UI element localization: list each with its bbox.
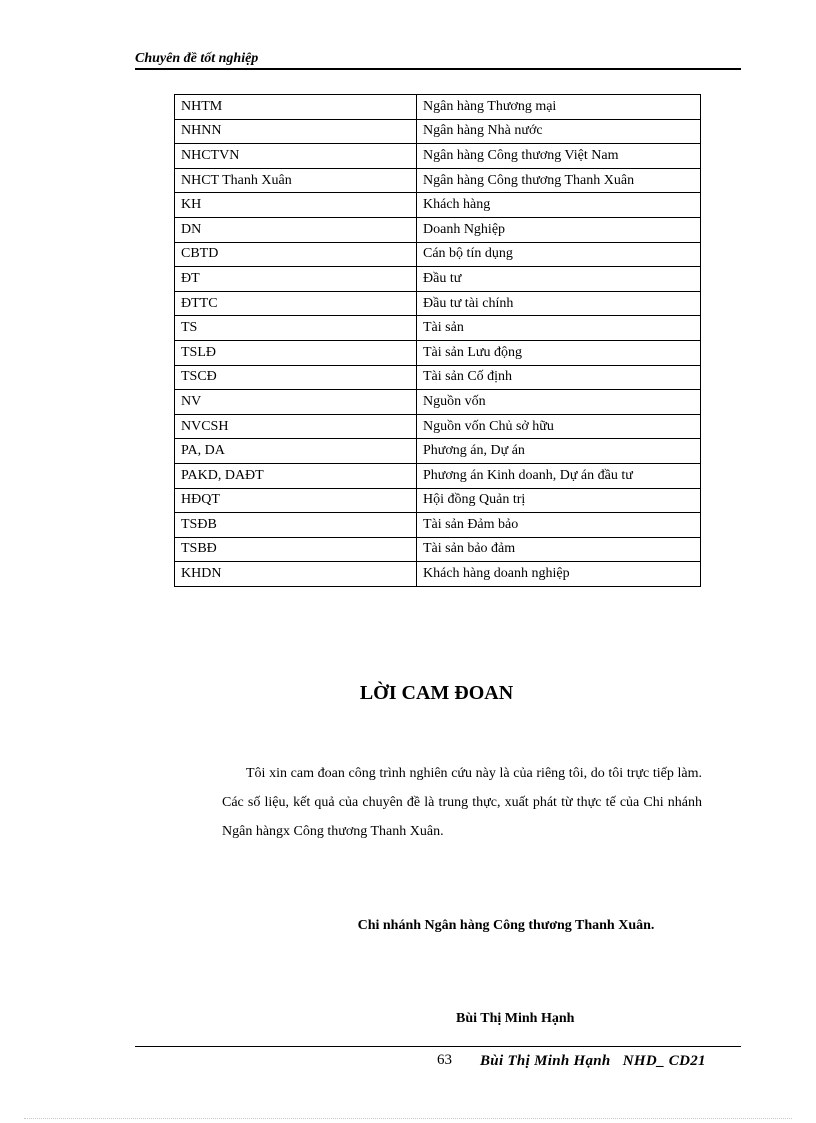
abbreviation-cell: NV: [175, 390, 417, 415]
table-row: [175, 95, 701, 120]
abbreviation-cell: ĐT: [175, 267, 417, 292]
abbreviation-cell: PAKD, DAĐT: [175, 463, 417, 488]
table-row: [175, 365, 701, 390]
page-number: 63: [437, 1052, 452, 1068]
table-row: [175, 217, 701, 242]
abbreviation-cell: ĐTTC: [175, 291, 417, 316]
table-row: [175, 316, 701, 341]
meaning-cell: Tài sản: [417, 316, 701, 341]
meaning-cell: Nguồn vốn Chủ sở hữu: [417, 414, 701, 439]
declaration-heading: LỜI CAM ĐOAN: [359, 682, 514, 704]
table-row: [175, 144, 701, 169]
meaning-cell: Doanh Nghiệp: [417, 217, 701, 242]
abbreviation-cell: KH: [175, 193, 417, 218]
meaning-cell: Ngân hàng Công thương Việt Nam: [417, 144, 701, 169]
declaration-paragraph: Tôi xin cam đoan công trình nghiên cứu này là của riêng tôi, do tôi trực tiếp làm. Các số liệu, kết quả của chuyên đề là trung thực, xuất phát từ thực tế của Chi nhánh Ngân hàngx Công thương Thanh Xuân.: [222, 766, 702, 839]
meaning-cell: Khách hàng: [417, 193, 701, 218]
page-header-title: Chuyên đề tốt nghiệp: [135, 51, 259, 66]
signature-name: Bùi Thị Minh Hạnh: [456, 1011, 575, 1026]
meaning-cell: Khách hàng doanh nghiệp: [417, 562, 701, 587]
meaning-cell: Tài sản Cố định: [417, 365, 701, 390]
table-row: [175, 488, 701, 513]
abbreviation-table-body: [175, 95, 701, 587]
meaning-cell: Ngân hàng Công thương Thanh Xuân: [417, 168, 701, 193]
table-row: [175, 267, 701, 292]
header-divider: [135, 68, 741, 70]
table-row: [175, 513, 701, 538]
table-row: [175, 242, 701, 267]
meaning-cell: Tài sản Đảm bảo: [417, 513, 701, 538]
footer-divider: [135, 1046, 741, 1047]
table-row: [175, 463, 701, 488]
table-row: [175, 291, 701, 316]
meaning-cell: Ngân hàng Nhà nước: [417, 119, 701, 144]
branch-name: Chi nhánh Ngân hàng Công thương Thanh Xuân.: [357, 918, 655, 933]
abbreviation-cell: TSĐB: [175, 513, 417, 538]
meaning-cell: Ngân hàng Thương mại: [417, 95, 701, 120]
abbreviation-cell: CBTD: [175, 242, 417, 267]
abbreviation-table: [174, 94, 701, 587]
table-row: [175, 119, 701, 144]
abbreviation-cell: TSCĐ: [175, 365, 417, 390]
meaning-cell: Phương án, Dự án: [417, 439, 701, 464]
abbreviation-cell: HĐQT: [175, 488, 417, 513]
meaning-cell: Đầu tư: [417, 267, 701, 292]
footer-author: Bùi Thị Minh Hạnh NHD_ CD21: [480, 1053, 706, 1069]
abbreviation-cell: KHDN: [175, 562, 417, 587]
abbreviation-cell: TS: [175, 316, 417, 341]
table-row: [175, 562, 701, 587]
abbreviation-cell: NHCT Thanh Xuân: [175, 168, 417, 193]
abbreviation-cell: NHNN: [175, 119, 417, 144]
meaning-cell: Cán bộ tín dụng: [417, 242, 701, 267]
meaning-cell: Tài sản Lưu động: [417, 340, 701, 365]
table-row: [175, 168, 701, 193]
table-row: [175, 537, 701, 562]
page-boundary-line: [24, 1118, 792, 1119]
meaning-cell: Tài sản bảo đảm: [417, 537, 701, 562]
table-row: [175, 340, 701, 365]
abbreviation-cell: TSLĐ: [175, 340, 417, 365]
table-row: [175, 414, 701, 439]
table-row: [175, 439, 701, 464]
abbreviation-cell: PA, DA: [175, 439, 417, 464]
meaning-cell: Nguồn vốn: [417, 390, 701, 415]
table-row: [175, 390, 701, 415]
table-row: [175, 193, 701, 218]
abbreviation-cell: NHCTVN: [175, 144, 417, 169]
abbreviation-cell: TSBĐ: [175, 537, 417, 562]
abbreviation-cell: DN: [175, 217, 417, 242]
meaning-cell: Phương án Kinh doanh, Dự án đầu tư: [417, 463, 701, 488]
meaning-cell: Hội đồng Quản trị: [417, 488, 701, 513]
meaning-cell: Đầu tư tài chính: [417, 291, 701, 316]
abbreviation-cell: NHTM: [175, 95, 417, 120]
abbreviation-cell: NVCSH: [175, 414, 417, 439]
